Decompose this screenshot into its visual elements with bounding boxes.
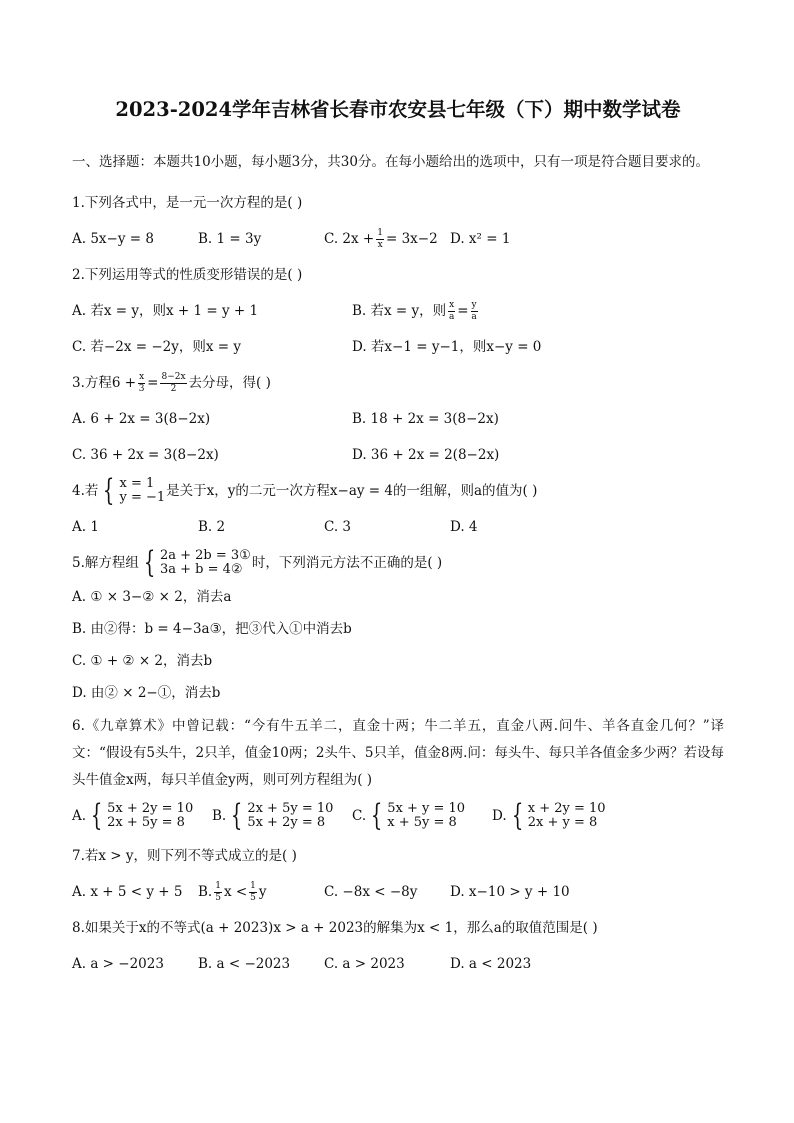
option-b[interactable]: B. a < −2023 <box>198 956 291 973</box>
option-c[interactable]: C. ① + ② × 2，消去b <box>72 653 213 670</box>
option-b[interactable] <box>198 882 324 903</box>
equation-system <box>227 798 334 834</box>
option-label: C. <box>352 808 367 825</box>
question-2-stem: 2.下列运用等式的性质变形错误的是( ) <box>72 267 303 284</box>
question-7-stem: 7.若x > y，则下列不等式成立的是( ) <box>72 848 297 865</box>
denominator: 3 <box>138 383 145 394</box>
question-8 <box>72 910 724 982</box>
question-5 <box>72 545 724 709</box>
question-5-stem <box>72 545 724 581</box>
option-a[interactable]: A. 1 <box>72 519 99 536</box>
fraction <box>249 882 257 903</box>
option-a[interactable]: A. ① × 3−② × 2，消去a <box>72 589 232 606</box>
system-lines <box>528 802 606 830</box>
option-d[interactable] <box>492 798 632 834</box>
denominator: a <box>471 311 477 322</box>
equation-system <box>87 798 194 834</box>
system-line-2: 2x + 5y = 8 <box>107 815 185 831</box>
option-label: A. <box>72 808 87 825</box>
option-c[interactable] <box>324 229 450 250</box>
question-8-options <box>72 946 724 982</box>
stem-prefix: 5.解方程组 <box>72 555 139 572</box>
question-4-stem <box>72 473 724 509</box>
question-7 <box>72 838 724 910</box>
option-a[interactable]: A. x + 5 < y + 5 <box>72 884 183 901</box>
equation-system <box>140 545 251 581</box>
question-1 <box>72 185 724 257</box>
stem-prefix: 4.若 <box>72 483 99 500</box>
denominator: a <box>448 311 455 322</box>
system-lines <box>160 549 251 577</box>
brace-icon: { <box>511 798 523 834</box>
question-6 <box>72 713 724 838</box>
question-1-options <box>72 221 724 257</box>
option-a[interactable]: A. a > −2023 <box>72 956 164 973</box>
system-line-2: 5x + 2y = 8 <box>247 815 326 831</box>
fraction <box>448 301 455 322</box>
option-label: B. <box>212 808 227 825</box>
system-line-2: 2x + y = 8 <box>527 815 598 831</box>
fraction <box>214 882 222 903</box>
brace-icon: { <box>143 545 156 581</box>
fraction <box>138 373 145 394</box>
brace-icon: { <box>103 473 115 509</box>
option-c-suffix: = 3x−2 <box>385 231 438 248</box>
option-d[interactable]: D. 由② × 2−①，消去b <box>72 685 221 702</box>
system-lines <box>247 802 333 830</box>
fraction <box>160 373 186 394</box>
option-c[interactable]: C. −8x < −8y <box>324 884 418 901</box>
system-line-1: 5x + 2y = 10 <box>107 801 194 817</box>
option-d[interactable]: D. 4 <box>450 519 478 536</box>
numerator: 1 <box>250 880 256 891</box>
stem-prefix: 3.方程6 + <box>72 375 137 392</box>
system-lines <box>107 802 193 830</box>
numerator: 8−2x <box>161 371 186 382</box>
numerator: x <box>449 299 455 310</box>
question-6-options <box>72 794 724 838</box>
system-line-1: x + 2y = 10 <box>527 801 606 817</box>
option-a[interactable]: A. 6 + 2x = 3(8−2x) <box>72 411 211 428</box>
option-b[interactable]: B. 由②得：b = 4−3a③，把③代入①中消去b <box>72 621 352 638</box>
numerator: 1 <box>215 880 221 891</box>
system-lines <box>119 477 165 505</box>
equals-sign: = <box>457 303 469 320</box>
option-b[interactable] <box>352 301 632 322</box>
question-2-options-row1 <box>72 293 724 329</box>
option-b-prefix: B. 若x = y，则 <box>352 303 447 320</box>
question-4-options <box>72 509 724 545</box>
system-line-2: y = −1 <box>119 490 166 506</box>
numerator: x <box>139 371 145 382</box>
question-3-options-row2 <box>72 437 724 473</box>
denominator: 5 <box>250 892 256 903</box>
option-b-end: y <box>258 884 267 901</box>
option-d[interactable]: D. x² = 1 <box>450 231 511 248</box>
option-c-prefix: C. 2x + <box>324 231 375 248</box>
option-a[interactable]: A. 若x = y，则x + 1 = y + 1 <box>72 303 259 320</box>
stem-suffix: 时，下列消元方法不正确的是( ) <box>251 555 443 572</box>
option-d[interactable]: D. a < 2023 <box>450 956 532 973</box>
option-c[interactable]: C. 若−2x = −2y，则x = y <box>72 339 242 356</box>
question-2-options-row2 <box>72 329 724 365</box>
question-7-options <box>72 874 724 910</box>
numerator: y <box>471 299 477 310</box>
equation-system <box>508 798 606 834</box>
option-c[interactable]: C. 3 <box>324 519 352 536</box>
brace-icon: { <box>370 798 383 834</box>
stem-suffix: 去分母，得( ) <box>188 375 271 392</box>
option-a[interactable]: A. 5x−y = 8 <box>72 231 154 248</box>
system-line-1: x = 1 <box>119 476 155 492</box>
option-d[interactable]: D. 36 + 2x = 2(8−2x) <box>352 447 500 464</box>
option-c[interactable]: C. 36 + 2x = 3(8−2x) <box>72 447 219 464</box>
question-3-options-row1 <box>72 401 724 437</box>
option-b[interactable]: B. 1 = 3y <box>198 231 262 248</box>
option-b[interactable]: B. 2 <box>198 519 226 536</box>
system-lines <box>387 802 465 830</box>
brace-icon: { <box>231 798 243 834</box>
option-c[interactable] <box>352 798 492 834</box>
equation-system <box>99 473 166 509</box>
equation-system <box>367 798 466 834</box>
question-2 <box>72 257 724 365</box>
section-heading: 一、选择题：本题共10小题，每小题3分，共30分。在每小题给出的选项中，只有一项是符合题目要求的。 <box>72 154 709 171</box>
denominator: 5 <box>215 892 221 903</box>
option-d[interactable]: D. 若x−1 = y−1，则x−y = 0 <box>352 339 542 356</box>
system-line-2: x + 5y = 8 <box>387 815 457 831</box>
option-d[interactable]: D. x−10 > y + 10 <box>450 884 570 901</box>
system-line-2: 3a + b = 4② <box>159 562 243 578</box>
option-label: B. <box>198 884 213 901</box>
fraction <box>471 301 478 322</box>
option-b[interactable]: B. 18 + 2x = 3(8−2x) <box>352 411 499 428</box>
option-c[interactable]: C. a > 2023 <box>324 956 405 973</box>
exam-title: 2023-2024学年吉林省长春市农安县七年级（下）期中数学试卷 <box>115 98 681 121</box>
question-8-stem: 8.如果关于x的不等式(a + 2023)x > a + 2023的解集为x < 1，那么a的取值范围是( ) <box>72 920 598 937</box>
equals-sign: = <box>147 375 159 392</box>
denominator: x <box>377 239 383 250</box>
question-3-stem <box>72 365 724 401</box>
system-line-1: 5x + y = 10 <box>387 801 466 817</box>
option-b-middle: x < <box>223 884 248 901</box>
question-6-stem: 6.《九章算术》中曾记载：“今有牛五羊二，直金十两；牛二羊五，直金八两.问牛、羊各直金几何？”译文：“假设有5头牛，2只羊，值金10两；2头牛、5只羊，值金8两.问：每头牛、每只羊各值金多少两？若设每头牛值金x两，每只羊值金y两，则可列方程组为( ) <box>72 718 724 789</box>
question-4 <box>72 473 724 545</box>
denominator: 2 <box>170 383 177 394</box>
brace-icon: { <box>90 798 103 834</box>
question-1-stem: 1.下列各式中，是一元一次方程的是( ) <box>72 195 303 212</box>
option-label: D. <box>492 808 507 825</box>
fraction <box>376 229 384 250</box>
question-3 <box>72 365 724 473</box>
system-line-1: 2x + 5y = 10 <box>247 801 334 817</box>
system-line-1: 2a + 2b = 3① <box>159 548 251 564</box>
option-b[interactable] <box>212 798 352 834</box>
numerator: 1 <box>377 227 383 238</box>
option-a[interactable] <box>72 798 212 834</box>
stem-suffix: 是关于x，y的二元一次方程x−ay = 4的一组解，则a的值为( ) <box>166 483 538 500</box>
